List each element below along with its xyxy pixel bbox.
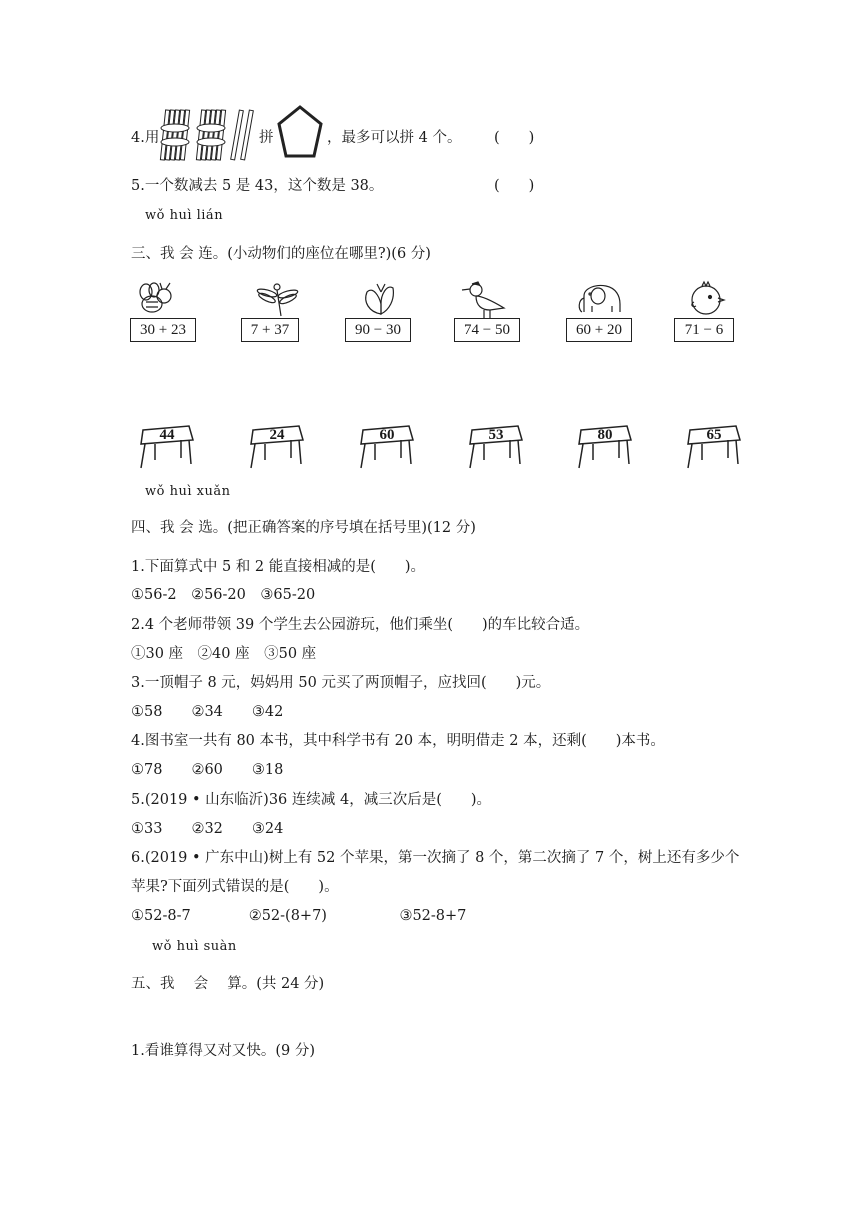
pentagon-icon bbox=[276, 104, 324, 160]
choice-q4-options[interactable]: ①78 ②60 ③18 bbox=[131, 762, 284, 778]
animal-card-6[interactable] bbox=[674, 282, 744, 352]
judge-q4-suffix: ，最多可以拼 4 个。 bbox=[327, 130, 462, 146]
choice-q2: 2.4 个老师带领 39 个学生去公园游玩，他们乘坐( )的车比较合适。 bbox=[131, 617, 590, 633]
choice-q6-cont: 苹果?下面列式错误的是( )。 bbox=[131, 879, 339, 895]
stool-number-2: 24 bbox=[269, 427, 285, 443]
expr-box-3: 90 − 30 bbox=[345, 318, 411, 342]
judge-q4-mid: 拼 bbox=[259, 130, 274, 146]
expr-box-1: 30 + 23 bbox=[130, 318, 196, 342]
animal-card-2[interactable] bbox=[241, 282, 311, 352]
stool-2[interactable] bbox=[247, 424, 307, 474]
butterfly-icon bbox=[359, 282, 403, 322]
judge-q4-answer-blank[interactable]: ( ) bbox=[494, 130, 535, 146]
stool-5[interactable] bbox=[575, 424, 635, 474]
judge-q4-prefix: 4.用 bbox=[131, 130, 160, 146]
stick-bundles-icon bbox=[157, 106, 257, 164]
stool-6[interactable] bbox=[684, 424, 744, 474]
choice-q5-options[interactable]: ①33 ②32 ③24 bbox=[131, 821, 284, 837]
judge-q5: 5.一个数减去 5 是 43，这个数是 38。 bbox=[131, 178, 384, 194]
stool-1[interactable] bbox=[137, 424, 197, 474]
judge-q5-answer-blank[interactable]: ( ) bbox=[494, 178, 535, 194]
stool-number-6: 65 bbox=[706, 427, 722, 443]
section5-title: 五、我 会 算。(共 24 分) bbox=[131, 976, 325, 992]
section4-title: 四、我 会 选。(把正确答案的序号填在括号里)(12 分) bbox=[131, 520, 476, 536]
animal-card-5[interactable] bbox=[566, 282, 636, 352]
choice-q3-options[interactable]: ①58 ②34 ③42 bbox=[131, 704, 284, 720]
bee-icon bbox=[132, 282, 176, 322]
expr-box-4: 74 − 50 bbox=[454, 318, 520, 342]
section5-pinyin: wǒ huì suàn bbox=[152, 939, 237, 954]
expr-box-5: 60 + 20 bbox=[566, 318, 632, 342]
choice-q2-options[interactable]: ①30 座 ②40 座 ③50 座 bbox=[131, 646, 317, 662]
choice-q5: 5.(2019 • 山东临沂)36 连续减 4，减三次后是( )。 bbox=[131, 792, 492, 808]
stool-number-4: 53 bbox=[488, 427, 504, 443]
stool-4[interactable] bbox=[466, 424, 526, 474]
animal-card-1[interactable] bbox=[130, 282, 200, 352]
choice-q3: 3.一顶帽子 8 元，妈妈用 50 元买了两顶帽子，应找回( )元。 bbox=[131, 675, 551, 691]
expr-box-2: 7 + 37 bbox=[241, 318, 299, 342]
stool-number-3: 60 bbox=[379, 427, 395, 443]
expr-box-6: 71 − 6 bbox=[674, 318, 734, 342]
elephant-icon bbox=[576, 282, 626, 322]
choice-q4: 4.图书室一共有 80 本书，其中科学书有 20 本，明明借走 2 本，还剩( )本书。 bbox=[131, 733, 665, 749]
choice-q1-options[interactable]: ①56-2 ②56-20 ③65-20 bbox=[131, 587, 316, 603]
dragonfly-icon bbox=[255, 282, 299, 322]
choice-q6-options[interactable]: ①52-8-7 ②52-(8+7) ③52-8+7 bbox=[131, 908, 467, 924]
section3-pinyin: wǒ huì lián bbox=[145, 208, 224, 223]
choice-q6: 6.(2019 • 广东中山)树上有 52 个苹果，第一次摘了 8 个，第二次摘了 7 个，树上还有多少个 bbox=[131, 850, 740, 866]
section5-sub1: 1.看谁算得又对又快。(9 分) bbox=[131, 1043, 315, 1059]
animal-card-3[interactable] bbox=[345, 282, 415, 352]
stool-3[interactable] bbox=[357, 424, 417, 474]
stool-number-5: 80 bbox=[597, 427, 613, 443]
chick-icon bbox=[684, 282, 728, 322]
section4-pinyin: wǒ huì xuǎn bbox=[145, 484, 231, 499]
stool-number-1: 44 bbox=[159, 427, 175, 443]
animal-card-4[interactable] bbox=[454, 280, 524, 350]
choice-q1: 1.下面算式中 5 和 2 能直接相减的是( )。 bbox=[131, 559, 426, 575]
section3-title: 三、我 会 连。(小动物们的座位在哪里?)(6 分) bbox=[131, 246, 431, 262]
